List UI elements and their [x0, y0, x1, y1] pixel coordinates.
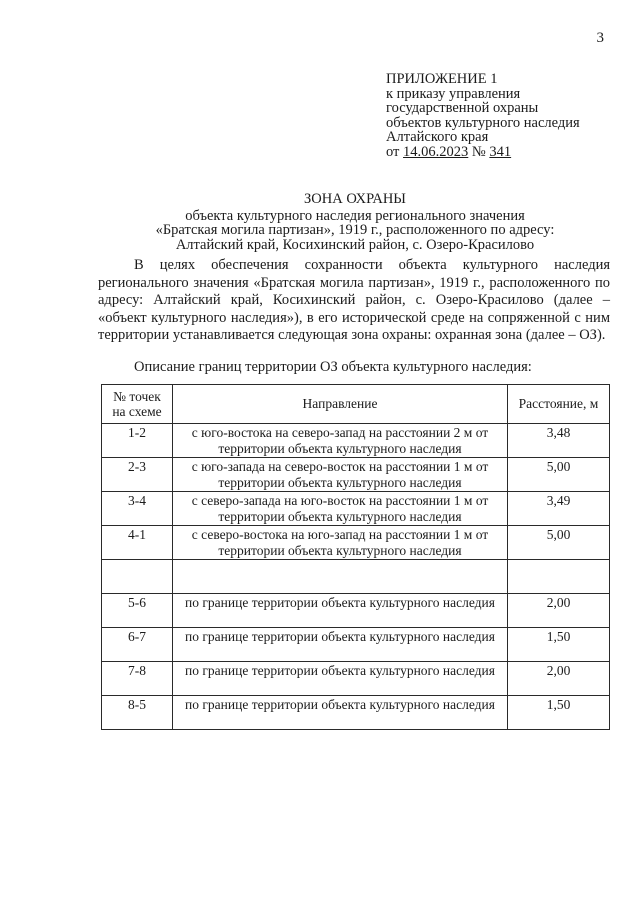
- table-row: [102, 424, 610, 458]
- appendix-block: [386, 72, 626, 159]
- cell-direction: по границе территории объекта культурного наследия: [173, 696, 508, 730]
- cell-distance: 5,00: [508, 458, 610, 492]
- title-line: «Братская могила партизан», 1919 г., расположенного по адресу:: [155, 222, 555, 238]
- cell-points: 5-6: [102, 594, 173, 628]
- cell-direction: [173, 560, 508, 594]
- cell-distance: [508, 560, 610, 594]
- cell-points: 2-3: [102, 458, 173, 492]
- cell-direction: с северо-востока на юго-запад на расстоянии 1 м от территории объекта культурного наследия: [173, 526, 508, 560]
- table-row: [102, 662, 610, 696]
- cell-points: [102, 560, 173, 594]
- appendix-date-line: [386, 145, 626, 160]
- cell-direction: по границе территории объекта культурного наследия: [173, 628, 508, 662]
- cell-points: 6-7: [102, 628, 173, 662]
- header-distance: Расстояние, м: [508, 385, 610, 424]
- cell-direction: с юго-запада на северо-восток на расстоянии 1 м от территории объекта культурного наследия: [173, 458, 508, 492]
- intro-paragraph: В целях обеспечения сохранности объекта культурного наследия регионального значения «Братская могила партизан», 1919 г., расположенного по адресу: Алтайский край, Косихинский район, с. Озеро-Красилово (далее – «объект культурного наследия»), в его исторической среде на сопряженной с ним территории устанавливается следующая зона охраны: охранная зона (далее – ОЗ).: [98, 257, 610, 343]
- table-row: [102, 696, 610, 730]
- cell-points: 3-4: [102, 492, 173, 526]
- document-title: [100, 192, 610, 252]
- table-caption: Описание границ территории ОЗ объекта культурного наследия:: [134, 359, 532, 375]
- table-header-row: [102, 385, 610, 424]
- table-row: [102, 628, 610, 662]
- cell-distance: 3,49: [508, 492, 610, 526]
- table-row: [102, 458, 610, 492]
- cell-distance: 3,48: [508, 424, 610, 458]
- boundary-table: [101, 384, 610, 730]
- cell-points: 7-8: [102, 662, 173, 696]
- appendix-line: ПРИЛОЖЕНИЕ 1: [386, 71, 498, 87]
- cell-direction: по границе территории объекта культурного наследия: [173, 662, 508, 696]
- table-row: [102, 594, 610, 628]
- cell-points: 4-1: [102, 526, 173, 560]
- order-date: 14.06.2023: [403, 143, 469, 160]
- cell-direction: с северо-запада на юго-восток на расстоянии 1 м от территории объекта культурного наследия: [173, 492, 508, 526]
- table-row: [102, 526, 610, 560]
- cell-distance: 2,00: [508, 662, 610, 696]
- appendix-line: государственной охраны: [386, 100, 539, 116]
- cell-points: 1-2: [102, 424, 173, 458]
- header-points: № точек на схеме: [102, 385, 173, 424]
- date-prefix: от: [386, 143, 404, 160]
- cell-points: 8-5: [102, 696, 173, 730]
- appendix-line: объектов культурного наследия: [386, 114, 580, 131]
- table-row: [102, 492, 610, 526]
- cell-distance: 1,50: [508, 628, 610, 662]
- title-heading: ЗОНА ОХРАНЫ: [304, 191, 406, 207]
- cell-distance: 1,50: [508, 696, 610, 730]
- title-line: объекта культурного наследия регионального значения: [185, 207, 525, 224]
- title-line: Алтайский край, Косихинский район, с. Озеро-Красилово: [175, 236, 535, 253]
- number-prefix: №: [468, 143, 490, 160]
- cell-distance: 5,00: [508, 526, 610, 560]
- cell-direction: по границе территории объекта культурного наследия: [173, 594, 508, 628]
- page-number: 3: [596, 30, 604, 46]
- appendix-line: Алтайского края: [386, 129, 489, 145]
- cell-distance: 2,00: [508, 594, 610, 628]
- header-direction: Направление: [173, 385, 508, 424]
- cell-direction: с юго-востока на северо-запад на расстоянии 2 м от территории объекта культурного наследия: [173, 424, 508, 458]
- order-number: 341: [489, 143, 512, 160]
- appendix-line: к приказу управления: [386, 85, 521, 102]
- table-row-empty: [102, 560, 610, 594]
